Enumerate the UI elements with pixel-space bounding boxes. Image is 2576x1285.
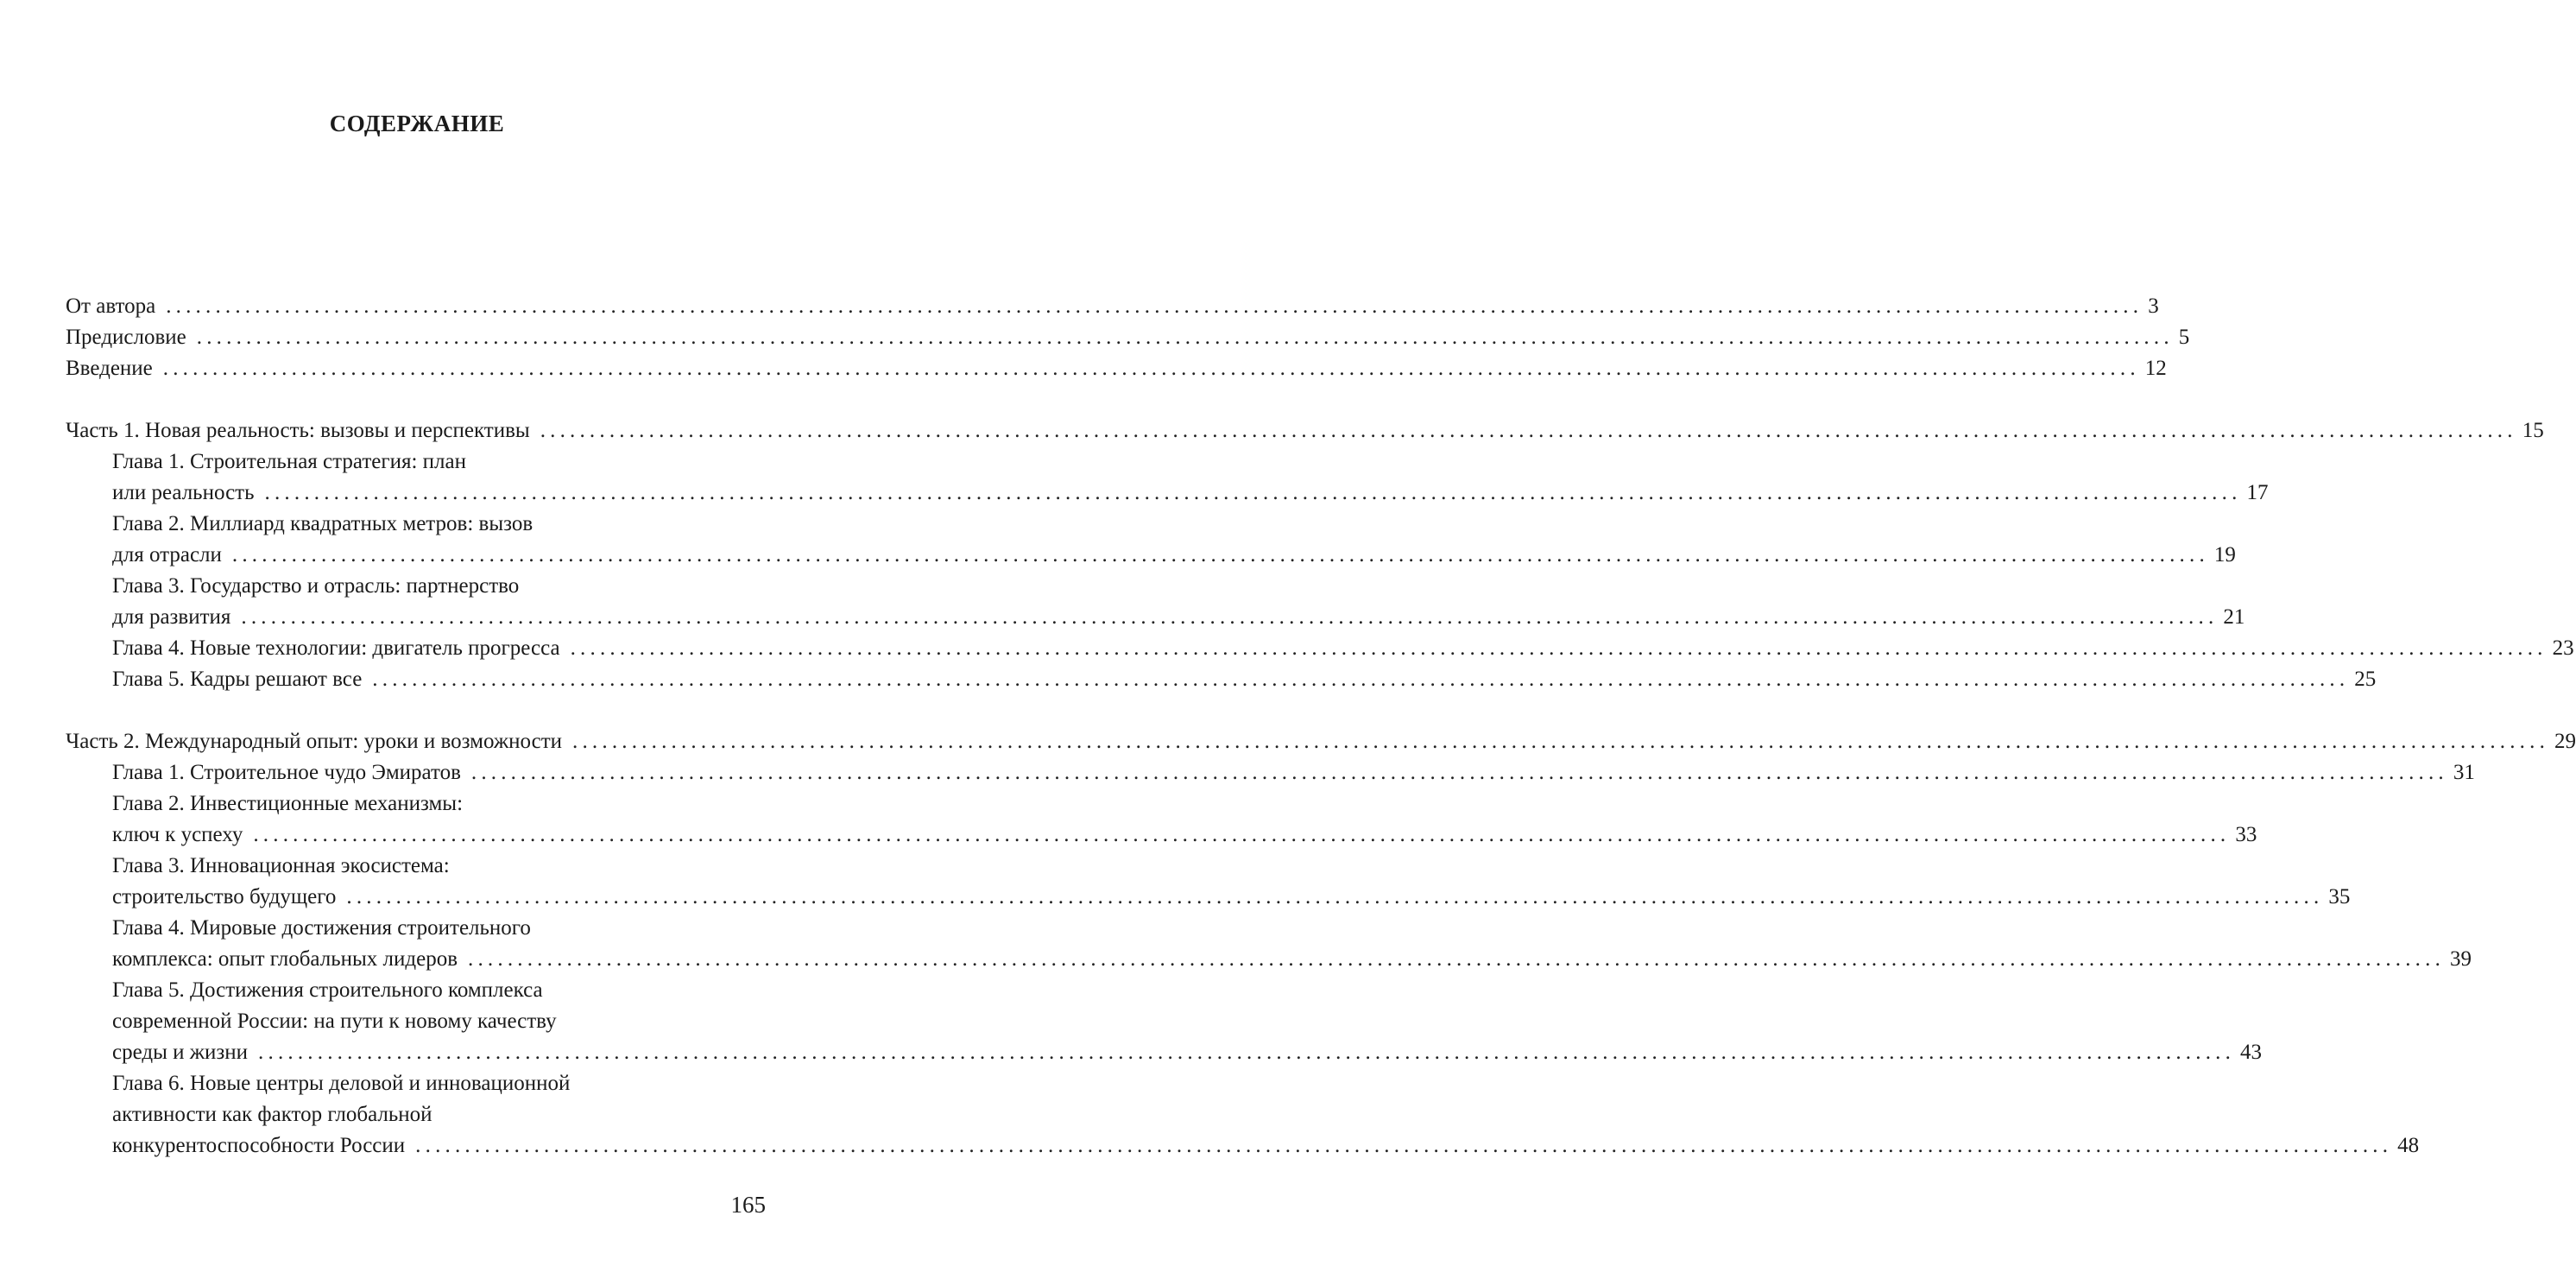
toc-page-number: 35 [2328,885,2351,908]
toc-page-number: 25 [2354,668,2377,691]
toc-line [66,291,2159,322]
toc-chapter-entry[interactable] [66,975,2263,1068]
toc-page-number: 48 [2397,1134,2420,1157]
dot-leader: ........................................................................................................................................................................................................ [540,419,2517,442]
toc-line [66,509,766,540]
toc-entry-title: Глава 5. Кадры решают все [112,668,363,691]
toc-entry-title: для отрасли [112,543,222,567]
toc-line [66,446,766,478]
dot-leader: ........................................................................................................................................................................................................ [372,668,2350,691]
toc-line [66,913,766,944]
toc-page-number: 29 [2554,730,2576,753]
toc-line [66,726,2576,757]
toc-entry-title: Глава 6. Новые центры деловой и инновационной [112,1072,571,1095]
toc-line [66,944,2472,975]
page-number: 165 [730,1192,766,1218]
toc-line [66,633,2574,664]
table-of-contents [66,291,2576,1162]
toc-entry-title: конкурентоспособности России [112,1134,406,1157]
toc-page-number: 39 [2450,947,2472,971]
dot-leader: ........................................................................................................................................................................................................ [415,1134,2393,1157]
toc-line [66,571,766,602]
toc-part-entry[interactable] [66,726,2576,757]
toc-page-number: 15 [2522,419,2544,442]
toc-page-number: 33 [2235,823,2257,846]
toc-entry-title: Предисловие [66,326,186,349]
toc-entry-title: Глава 5. Достижения строительного комплекса [112,978,543,1002]
toc-line [66,353,2167,384]
toc-line [66,602,2245,633]
toc-entry-title: Глава 3. Государство и отрасль: партнерство [112,574,520,598]
toc-page-number: 23 [2552,636,2574,660]
toc-line [66,415,2544,446]
toc-line [66,1037,2263,1068]
toc-line [66,975,766,1006]
toc-line [66,820,2257,851]
toc-entry-title: строительство будущего [112,885,337,908]
toc-entry-title: для развития [112,605,231,629]
toc-entry-title: активности как фактор глобальной [112,1103,432,1126]
dot-leader: ........................................................................................................................................................................................................ [346,885,2324,908]
toc-page-number: 3 [2148,294,2159,318]
toc-page-number: 31 [2453,761,2475,784]
toc-line [66,851,766,882]
toc-entry-title: Глава 2. Миллиард квадратных метров: вызов [112,512,534,535]
toc-chapter-entry[interactable] [66,633,2574,664]
toc-part-entry[interactable] [66,322,2190,353]
toc-chapter-entry[interactable] [66,1068,2420,1162]
toc-line [66,788,766,820]
toc-chapter-entry[interactable] [66,446,2269,509]
toc-entry-title: Глава 1. Строительное чудо Эмиратов [112,761,461,784]
dot-leader: ........................................................................................................................................................................................................ [258,1041,2236,1064]
toc-entry-title: Часть 2. Международный опыт: уроки и возможности [66,730,563,753]
toc-entry-title: Глава 4. Новые технологии: двигатель прогресса [112,636,560,660]
toc-line [66,1099,766,1130]
toc-entry-title: или реальность [112,481,255,504]
toc-entry-title: комплекса: опыт глобальных лидеров [112,947,458,971]
section-spacer [66,695,766,726]
toc-chapter-entry[interactable] [66,757,2475,788]
dot-leader: ........................................................................................................................................................................................................ [253,823,2231,846]
toc-chapter-entry[interactable] [66,664,2377,695]
toc-entry-title: ключ к успеху [112,823,243,846]
toc-page-number: 43 [2240,1041,2263,1064]
dot-leader: ........................................................................................................................................................................................................ [264,481,2242,504]
dot-leader: ........................................................................................................................................................................................................ [196,326,2174,349]
toc-part-entry[interactable] [66,353,2167,384]
dot-leader: ........................................................................................................................................................................................................ [241,605,2219,629]
toc-line [66,478,2269,509]
toc-entry-title: От автора [66,294,156,318]
toc-entry-title: Глава 1. Строительная стратегия: план [112,450,466,473]
toc-entry-title: среды и жизни [112,1041,249,1064]
toc-entry-title: Глава 3. Инновационная экосистема: [112,854,450,877]
dot-leader: ........................................................................................................................................................................................................ [470,761,2448,784]
toc-part-entry[interactable] [66,291,2159,322]
toc-page-number: 21 [2223,605,2245,629]
toc-line [66,1068,766,1099]
dot-leader: ........................................................................................................................................................................................................ [570,636,2548,660]
section-spacer [66,384,766,415]
toc-page-number: 12 [2144,357,2167,380]
toc-line [66,882,2351,913]
dot-leader: ........................................................................................................................................................................................................ [166,294,2144,318]
toc-entry-title: Глава 2. Инвестиционные механизмы: [112,792,464,815]
toc-chapter-entry[interactable] [66,913,2472,975]
toc-page-number: 19 [2213,543,2236,567]
toc-line [66,664,2377,695]
toc-entry-title: современной России: на пути к новому качеству [112,1010,557,1033]
dot-leader: ........................................................................................................................................................................................................ [231,543,2209,567]
toc-line [66,322,2190,353]
dot-leader: ........................................................................................................................................................................................................ [572,730,2550,753]
toc-page-number: 17 [2246,481,2269,504]
dot-leader: ........................................................................................................................................................................................................ [162,357,2140,380]
toc-line [66,757,2475,788]
toc-chapter-entry[interactable] [66,509,2236,571]
toc-entry-title: Введение [66,357,153,380]
dot-leader: ........................................................................................................................................................................................................ [468,947,2446,971]
toc-page-number: 5 [2178,326,2190,349]
toc-entry-title: Глава 4. Мировые достижения строительного [112,916,531,940]
toc-line [66,540,2236,571]
toc-chapter-entry[interactable] [66,788,2257,851]
toc-part-entry[interactable] [66,415,2544,446]
toc-entry-title: Часть 1. Новая реальность: вызовы и перспективы [66,419,530,442]
toc-chapter-entry[interactable] [66,571,2245,633]
toc-line [66,1006,766,1037]
page-title: СОДЕРЖАНИЕ [329,111,505,136]
toc-chapter-entry[interactable] [66,851,2351,913]
toc-line [66,1130,2420,1162]
